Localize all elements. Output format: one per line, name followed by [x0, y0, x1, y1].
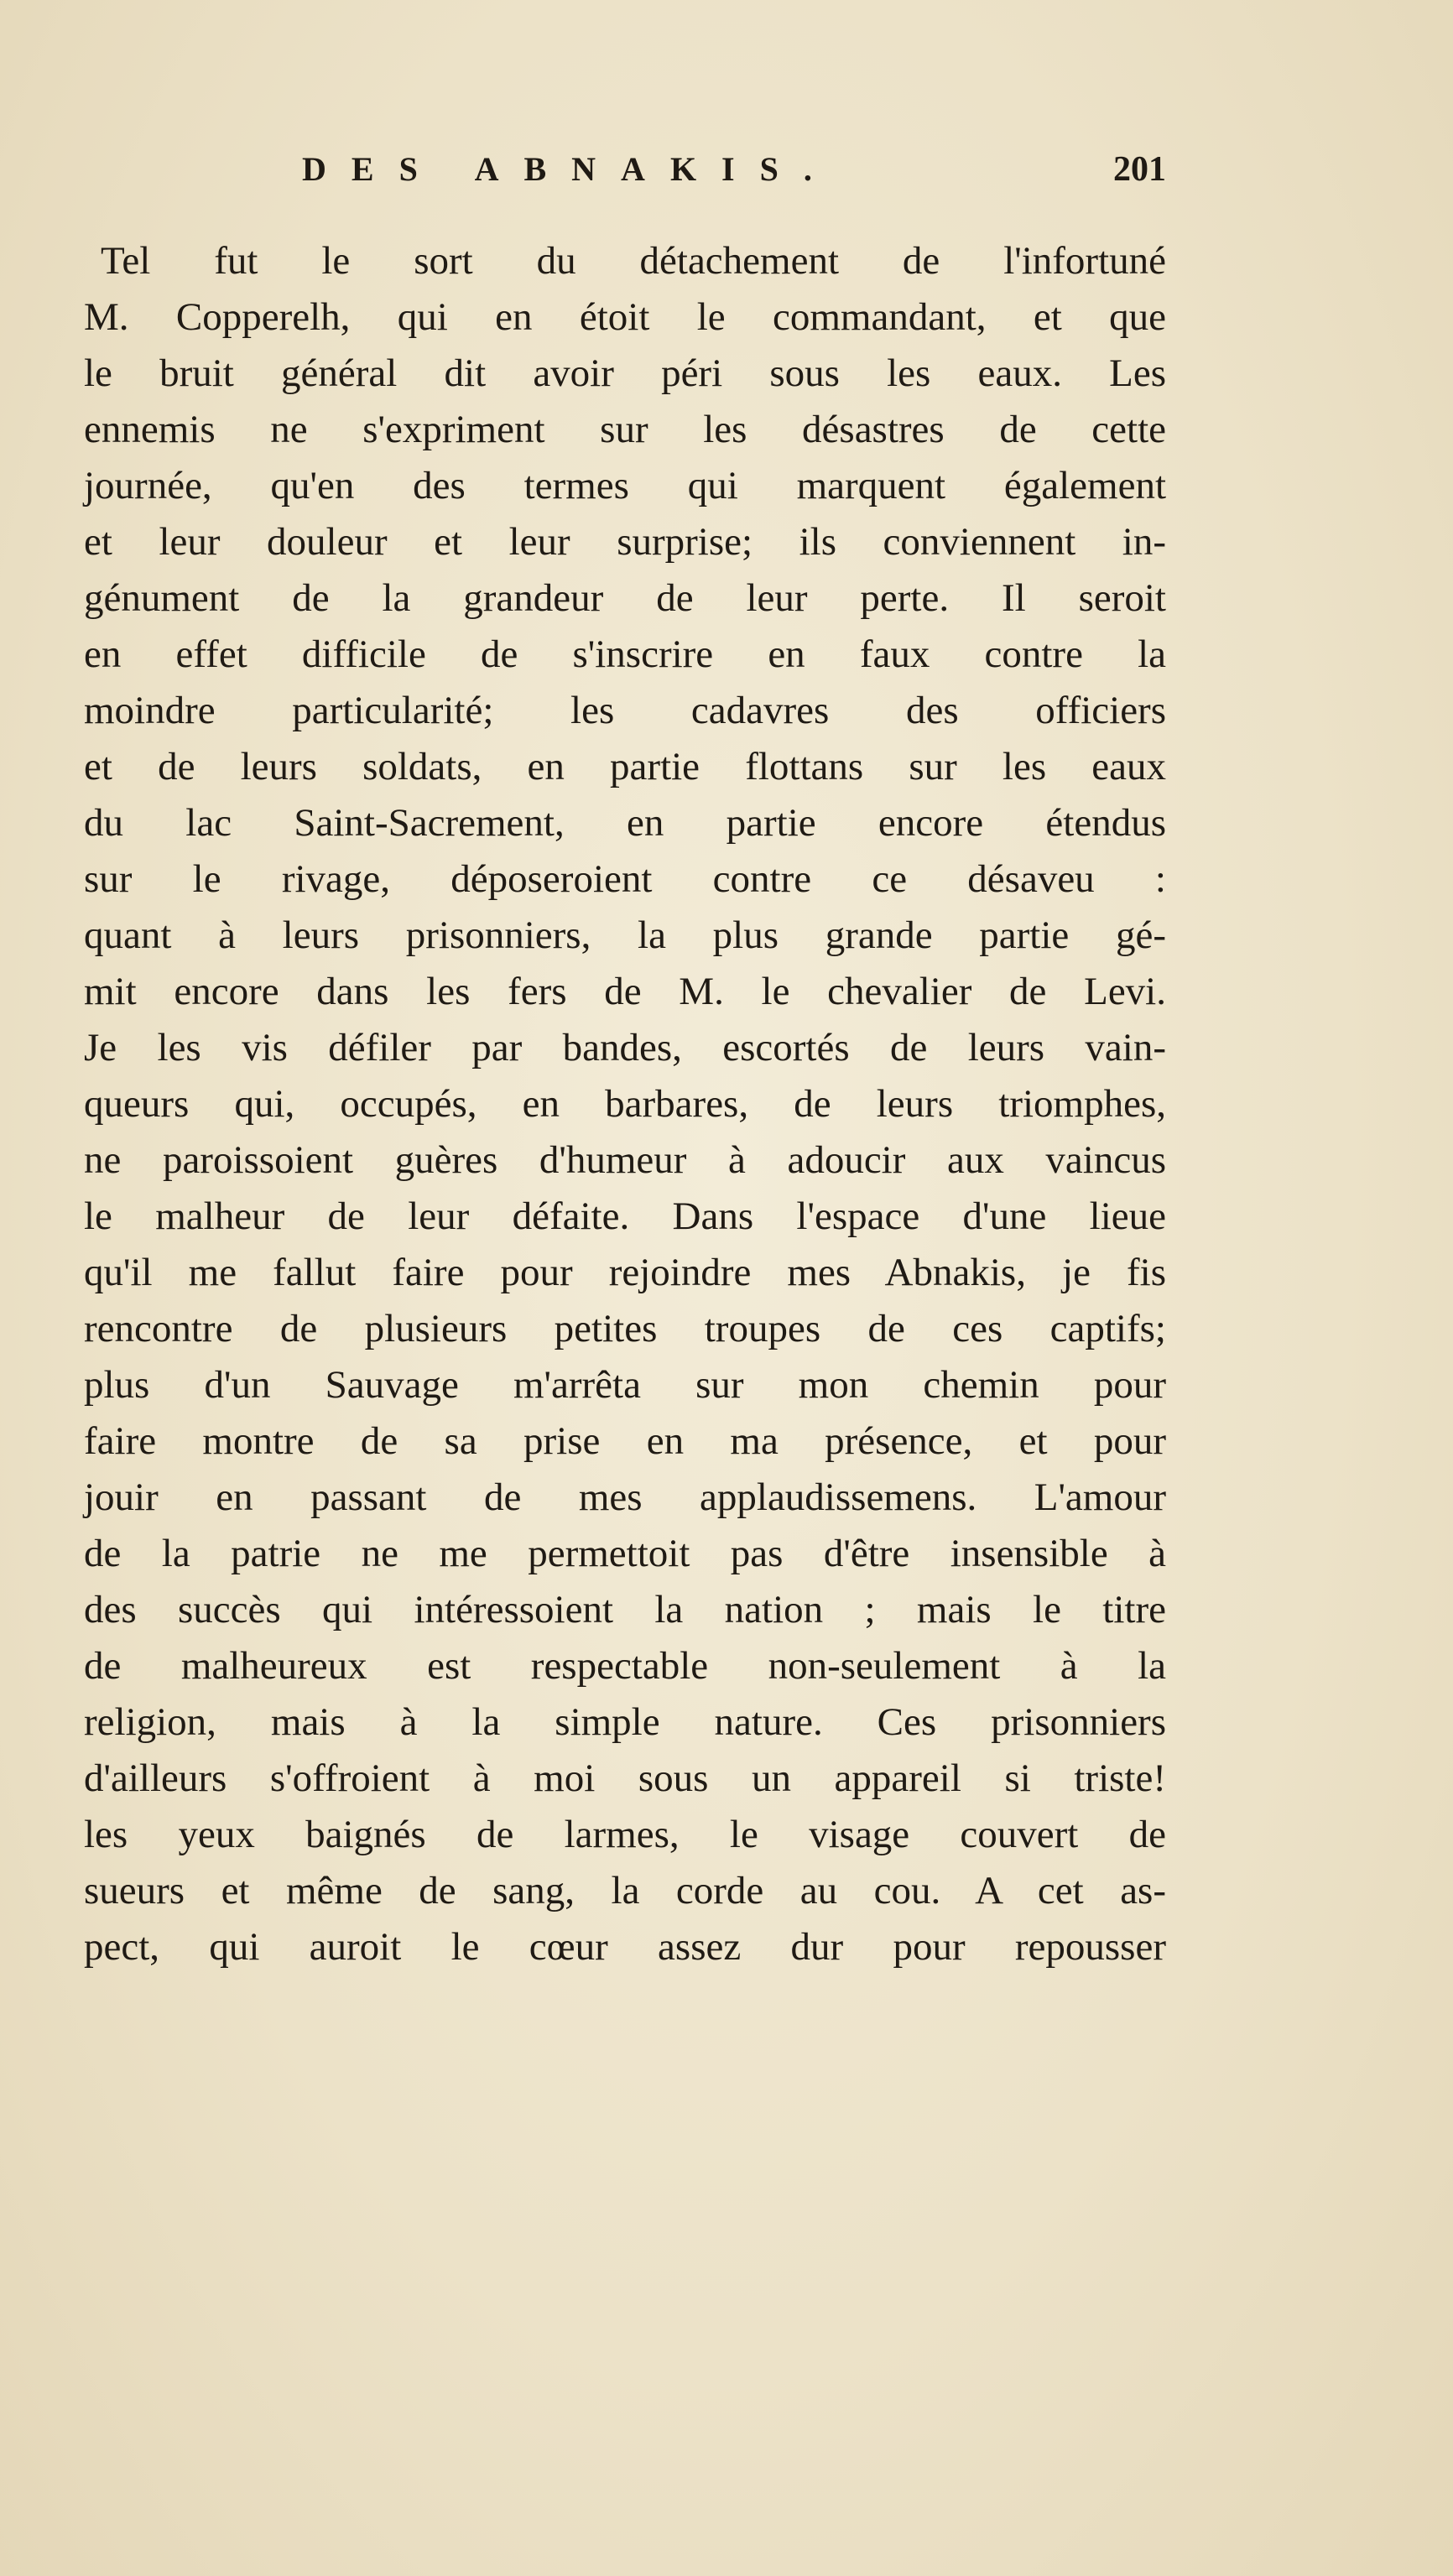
text-line: le bruit général dit avoir péri sous les eaux. Les: [84, 351, 1166, 395]
text-line: sur le rivage, déposeroient contre ce désaveu :: [84, 857, 1166, 901]
text-line: rencontre de plusieurs petites troupes de ces captifs;: [84, 1307, 1166, 1350]
body-text: [84, 233, 1166, 1975]
text-line: d'ailleurs s'offroient à moi sous un appareil si triste!: [84, 1756, 1166, 1800]
text-line: en effet difficile de s'inscrire en faux contre la: [84, 632, 1166, 676]
text-line: sueurs et même de sang, la corde au cou. A cet as-: [84, 1869, 1166, 1912]
text-line: du lac Saint-Sacrement, en partie encore étendus: [84, 801, 1166, 845]
text-line: faire montre de sa prise en ma présence, et pour: [84, 1419, 1166, 1463]
running-title: DES ABNAKIS.: [302, 150, 837, 188]
text-line: journée, qu'en des termes qui marquent également: [84, 464, 1166, 507]
text-line: queurs qui, occupés, en barbares, de leurs triomphes,: [84, 1082, 1166, 1126]
text-line: génument de la grandeur de leur perte. Il seroit: [84, 576, 1166, 620]
text-line: ne paroissoient guères d'humeur à adoucir aux vaincus: [84, 1138, 1166, 1182]
text-line: jouir en passant de mes applaudissemens. L'amour: [84, 1475, 1166, 1519]
text-line: pect, qui auroit le cœur assez dur pour repousser: [84, 1925, 1166, 1969]
page-number: 201: [1113, 150, 1166, 189]
text-line: de malheureux est respectable non-seulement à la: [84, 1644, 1166, 1688]
text-line: moindre particularité; les cadavres des officiers: [84, 689, 1166, 732]
text-line: M. Copperelh, qui en étoit le commandant, et que: [84, 295, 1166, 339]
text-line: et de leurs soldats, en partie flottans sur les eaux: [84, 745, 1166, 788]
text-line: quant à leurs prisonniers, la plus grande partie gé-: [84, 913, 1166, 957]
text-line: de la patrie ne me permettoit pas d'être insensible à: [84, 1532, 1166, 1575]
text-line: Tel fut le sort du détachement de l'infortuné: [101, 239, 1166, 283]
text-line: des succès qui intéressoient la nation ; mais le titre: [84, 1588, 1166, 1631]
page-header: [302, 144, 1166, 195]
text-line: Je les vis défiler par bandes, escortés de leurs vain-: [84, 1026, 1166, 1069]
text-line: religion, mais à la simple nature. Ces prisonniers: [84, 1700, 1166, 1744]
text-line: ennemis ne s'expriment sur les désastres de cette: [84, 408, 1166, 451]
text-line: le malheur de leur défaite. Dans l'espace d'une lieue: [84, 1194, 1166, 1238]
text-line: et leur douleur et leur surprise; ils conviennent in-: [84, 520, 1166, 564]
text-line: mit encore dans les fers de M. le chevalier de Levi.: [84, 970, 1166, 1013]
text-line: les yeux baignés de larmes, le visage couvert de: [84, 1813, 1166, 1856]
text-line: plus d'un Sauvage m'arrêta sur mon chemin pour: [84, 1363, 1166, 1407]
text-line: qu'il me fallut faire pour rejoindre mes Abnakis, je fis: [84, 1251, 1166, 1294]
